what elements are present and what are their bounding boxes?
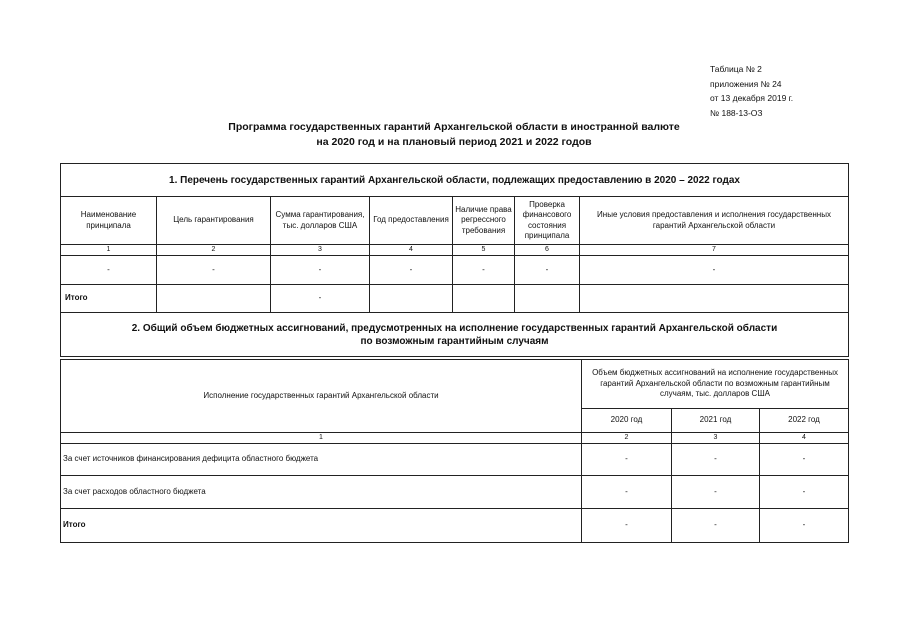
- cell-value: -: [582, 444, 672, 476]
- header-allocation-volume: Объем бюджетных ассигнований на исполнение государственных гарантий Архангельской области по возможным гарантийным случаям, тыс. долларов США: [582, 360, 849, 409]
- header-year-2022: 2022 год: [760, 409, 849, 433]
- cell-value: -: [580, 256, 849, 285]
- cell-value: -: [61, 256, 157, 285]
- column-number: 7: [580, 245, 849, 256]
- total-row: [61, 285, 849, 313]
- cell-value: -: [157, 256, 271, 285]
- header-financial-check: Проверка финансового состояния принципала: [515, 197, 580, 245]
- table-row: [61, 444, 849, 476]
- cell-empty: [157, 285, 271, 313]
- column-number: 3: [271, 245, 370, 256]
- total-row: [61, 509, 849, 543]
- section-2-title-line-1: 2. Общий объем бюджетных ассигнований, предусмотренных на исполнение государственных гарантий Архангельской области: [131, 322, 778, 334]
- guarantees-list-table: [60, 163, 849, 357]
- column-number: 5: [453, 245, 515, 256]
- budget-allocations-table: [60, 359, 849, 543]
- column-number: 2: [157, 245, 271, 256]
- cell-empty: [580, 285, 849, 313]
- cell-empty: [515, 285, 580, 313]
- cell-value: -: [760, 444, 849, 476]
- reference-block: [710, 62, 793, 120]
- column-number: 3: [672, 433, 760, 444]
- header-other-conditions: Иные условия предоставления и исполнения государственных гарантий Архангельской области: [580, 197, 849, 245]
- page-title-line-2: на 2020 год и на плановый период 2021 и 2022 годов: [316, 135, 592, 148]
- column-number: 4: [760, 433, 849, 444]
- page-title-line-1: Программа государственных гарантий Архангельской области в иностранной валюте: [228, 121, 680, 133]
- reference-table-number: Таблица № 2: [710, 64, 762, 74]
- column-number: 1: [61, 433, 582, 444]
- section-2-title: [61, 313, 849, 357]
- reference-appendix: приложения № 24: [710, 78, 782, 89]
- page-title: [60, 120, 848, 149]
- cell-value: -: [672, 476, 760, 509]
- cell-value: -: [672, 444, 760, 476]
- column-number: 6: [515, 245, 580, 256]
- total-amount: -: [271, 285, 370, 313]
- cell-value: -: [582, 476, 672, 509]
- header-year-2021: 2021 год: [672, 409, 760, 433]
- header-year-2020: 2020 год: [582, 409, 672, 433]
- cell-value: -: [760, 509, 849, 543]
- section-2-title-line-2: по возможным гарантийным случаям: [360, 335, 549, 347]
- reference-date: от 13 декабря 2019 г.: [710, 93, 794, 104]
- column-number: 1: [61, 245, 157, 256]
- total-label: Итого: [61, 285, 157, 313]
- row-label: За счет расходов областного бюджета: [61, 476, 582, 509]
- cell-value: -: [672, 509, 760, 543]
- total-label: Итого: [61, 509, 582, 543]
- header-execution: Исполнение государственных гарантий Архангельской области: [61, 360, 582, 433]
- cell-empty: [453, 285, 515, 313]
- header-purpose: Цель гарантирования: [157, 197, 271, 245]
- cell-value: -: [453, 256, 515, 285]
- cell-value: -: [515, 256, 580, 285]
- reference-law-number: № 188-13-ОЗ: [710, 107, 763, 118]
- section-1-title: 1. Перечень государственных гарантий Архангельской области, подлежащих предоставлению в 2020 – 2022 годах: [61, 164, 849, 197]
- cell-value: -: [760, 476, 849, 509]
- header-regress: Наличие права регрессного требования: [453, 197, 515, 245]
- row-label: За счет источников финансирования дефицита областного бюджета: [61, 444, 582, 476]
- header-principal: Наименование принципала: [61, 197, 157, 245]
- column-number: 2: [582, 433, 672, 444]
- cell-value: -: [582, 509, 672, 543]
- column-number: 4: [370, 245, 453, 256]
- header-year: Год предоставления: [370, 197, 453, 245]
- cell-value: -: [370, 256, 453, 285]
- header-amount: Сумма гарантирования, тыс. долларов США: [271, 197, 370, 245]
- cell-value: -: [271, 256, 370, 285]
- table-row: [61, 256, 849, 285]
- table-row: [61, 476, 849, 509]
- cell-empty: [370, 285, 453, 313]
